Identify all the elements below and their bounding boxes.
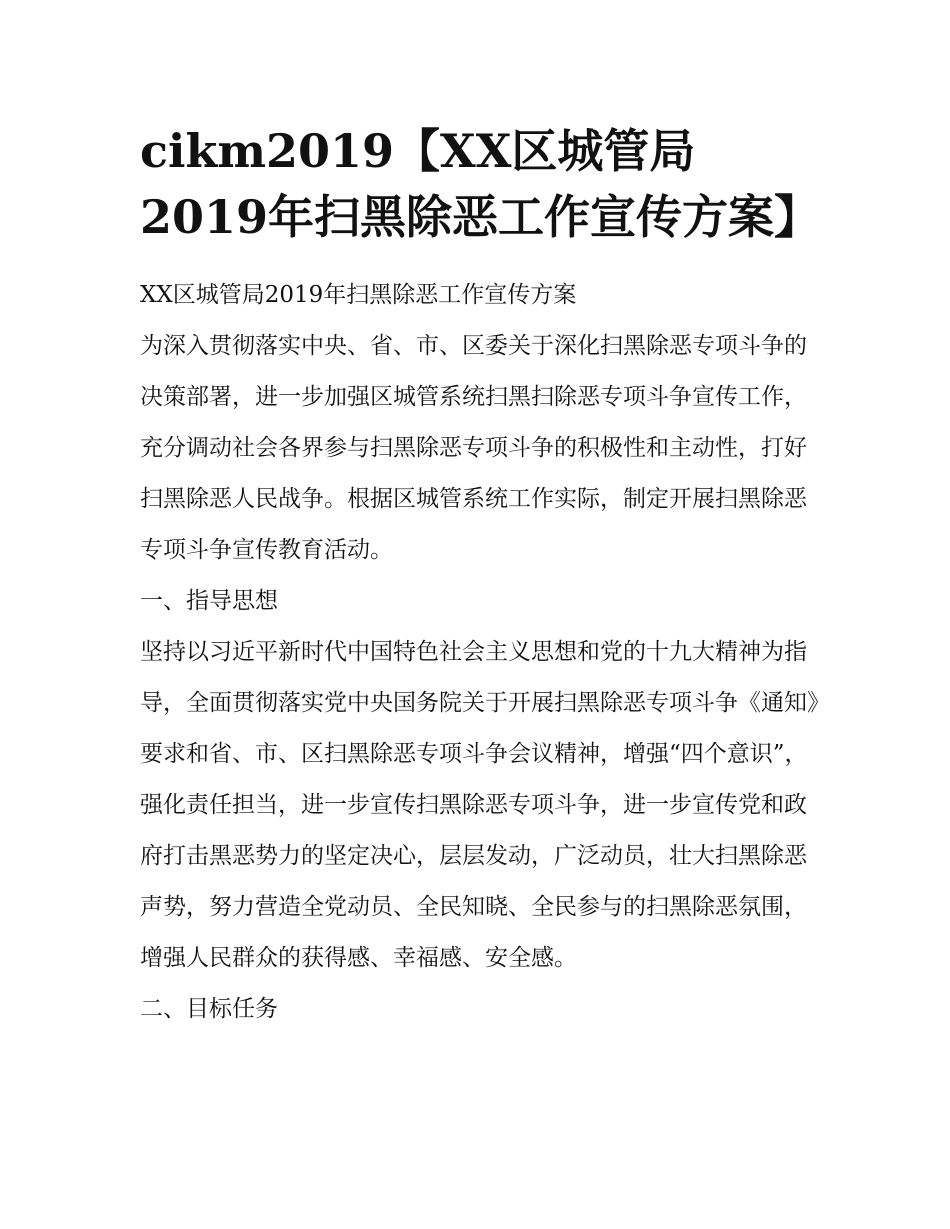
subtitle-paragraph: XX区城管局2019年扫黑除恶工作宣传方案 bbox=[140, 282, 577, 308]
guiding-ideology-paragraph: 坚持以习近平新时代中国特色社会主义思想和党的十九大精神为指导，全面贯彻落实党中央国务院关于开展扫黑除恶专项斗争《通知》要求和省、市、区扫黑除恶专项斗争会议精神，增强“四个意识”，强化责任担当，进一步宣传扫黑除恶专项斗争，进一步宣传党和政府打击黑恶势力的坚定决心，层层发动，广泛动员，壮大扫黑除恶声势，努力营造全党动员、全民知晓、全民参与的扫黑除恶氛围，增强人民群众的获得感、幸福感、安全感。 bbox=[140, 639, 819, 971]
intro-paragraph: 为深入贯彻落实中央、省、市、区委关于深化扫黑除恶专项斗争的决策部署，进一步加强区城管系统扫黑扫除恶专项斗争宣传工作，充分调动社会各界参与扫黑除恶专项斗争的积极性和主动性，打好扫黑除恶人民战争。根据区城管系统工作实际，制定开展扫黑除恶专项斗争宣传教育活动。 bbox=[140, 333, 807, 563]
section-heading-guiding-ideology: 一、指导思想 bbox=[140, 588, 278, 614]
document-body bbox=[140, 270, 820, 1035]
document-page bbox=[140, 118, 820, 1035]
document-title: cikm2019【XX区城管局2019年扫黑除恶工作宣传方案】 bbox=[140, 124, 821, 244]
section-heading-goals-tasks: 二、目标任务 bbox=[140, 996, 278, 1022]
